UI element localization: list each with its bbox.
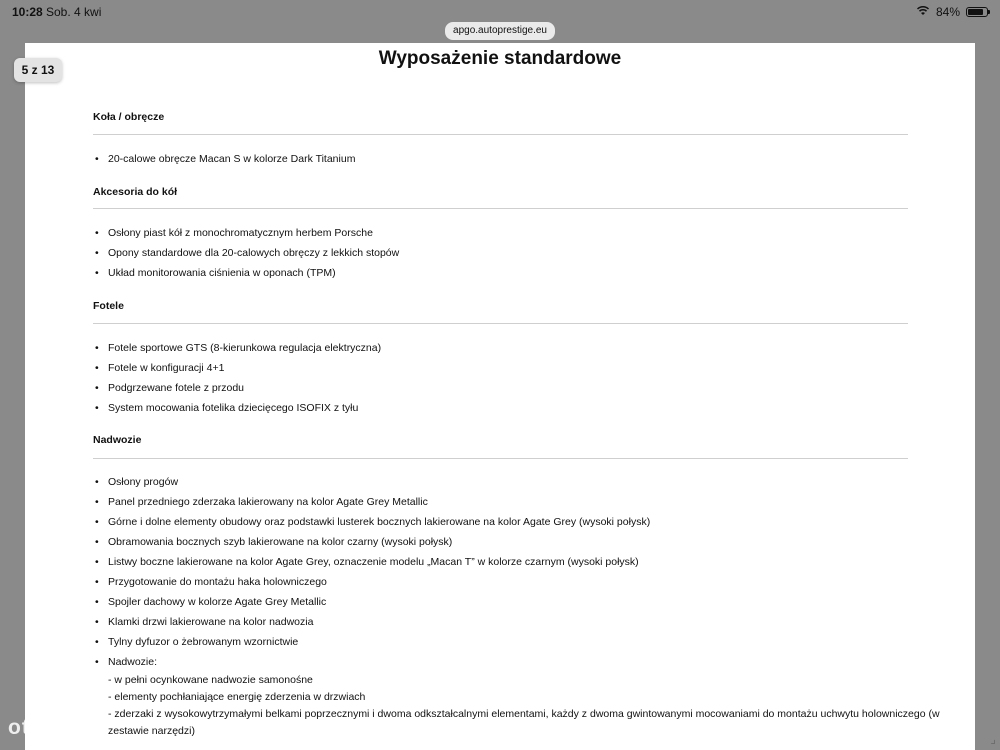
section-divider [93,458,908,459]
list-kola-obrecze [93,153,355,173]
otomoto-watermark-logo: otomoto [8,716,99,739]
list-item: • Górne i dolne elementy obudowy oraz podstawki lusterek bocznych lakierowane na kolor Agate Grey (wysoki połysk) [93,516,940,536]
list-item: • Fotele w konfiguracji 4+1 [93,362,381,382]
list-item: • Listwy boczne lakierowane na kolor Agate Grey, oznaczenie modelu „Macan T” w kolorze czarnym (wysoki połysk) [93,556,940,576]
list-item: • Osłony piast kół z monochromatycznym herbem Porsche [93,227,399,247]
multi-item-line: - w pełni ocynkowane nadwozie samonośne [108,674,313,686]
list-item: • Osłony progów [93,476,940,496]
section-divider [93,208,908,209]
status-date: Sob. 4 kwi [46,5,102,19]
url-pill[interactable]: apgo.autoprestige.eu [445,22,555,40]
section-title: Fotele [93,300,124,312]
list-item: • Panel przedniego zderzaka lakierowany na kolor Agate Grey Metallic [93,496,940,516]
list-item: • Układ monitorowania ciśnienia w oponach (TPM) [93,267,399,287]
document-title: Wyposażenie standardowe [378,48,622,69]
list-item: • System mocowania fotelika dziecięcego ISOFIX z tyłu [93,402,381,422]
section-nadwozie [93,434,908,446]
list-item: • Opony standardowe dla 20-calowych obręczy z lekkich stopów [93,247,399,267]
list-item: • Obramowania bocznych szyb lakierowane na kolor czarny (wysoki połysk) [93,536,940,556]
section-title: Nadwozie [93,434,142,446]
section-divider [93,323,908,324]
list-item: • Przygotowanie do montażu haka holowniczego [93,576,940,596]
status-right [916,5,988,19]
list-item-multiline [93,656,940,740]
page-counter: 5 z 13 [14,58,62,82]
section-kola-obrecze [93,111,908,123]
list-item: • Tylny dyfuzor o żebrowanym wzornictwie [93,636,940,656]
resize-handle-icon: ⌟ [990,732,996,746]
list-item: • 20-calowe obręcze Macan S w kolorze Dark Titanium [93,153,355,173]
list-akcesoria [93,227,399,287]
battery-percent: 84% [935,5,960,19]
section-title: Akcesoria do kół [93,186,178,198]
list-item: • Podgrzewane fotele z przodu [93,382,381,402]
section-title: Koła / obręcze [93,111,165,123]
list-item: • Fotele sportowe GTS (8-kierunkowa regulacja elektryczna) [93,342,381,362]
section-akcesoria [93,186,908,198]
wifi-icon [916,5,930,19]
list-nadwozie [93,476,940,740]
multi-item-line: zestawie narzędzi) [108,725,195,737]
battery-fill [968,9,983,15]
multi-item-label: • Nadwozie: [108,656,158,668]
list-item: • Klamki drzwi lakierowane na kolor nadwozia [93,616,940,636]
list-item: • Spojler dachowy w kolorze Agate Grey Metallic [93,596,940,616]
section-fotele [93,300,908,312]
battery-icon [966,7,988,17]
multi-item-line: - zderzaki z wysokowytrzymałymi belkami poprzecznymi i dwoma odkształcalnymi elementami, każdy z dwoma gwintowanymi mocowaniami do montażu uchwytu holowniczego (w [108,708,940,720]
multi-item-line: - elementy pochłaniające energię zderzenia w drzwiach [108,691,366,703]
list-fotele [93,342,381,422]
section-divider [93,134,908,135]
status-time: 10:28 [12,5,43,19]
status-bar [0,0,1000,24]
